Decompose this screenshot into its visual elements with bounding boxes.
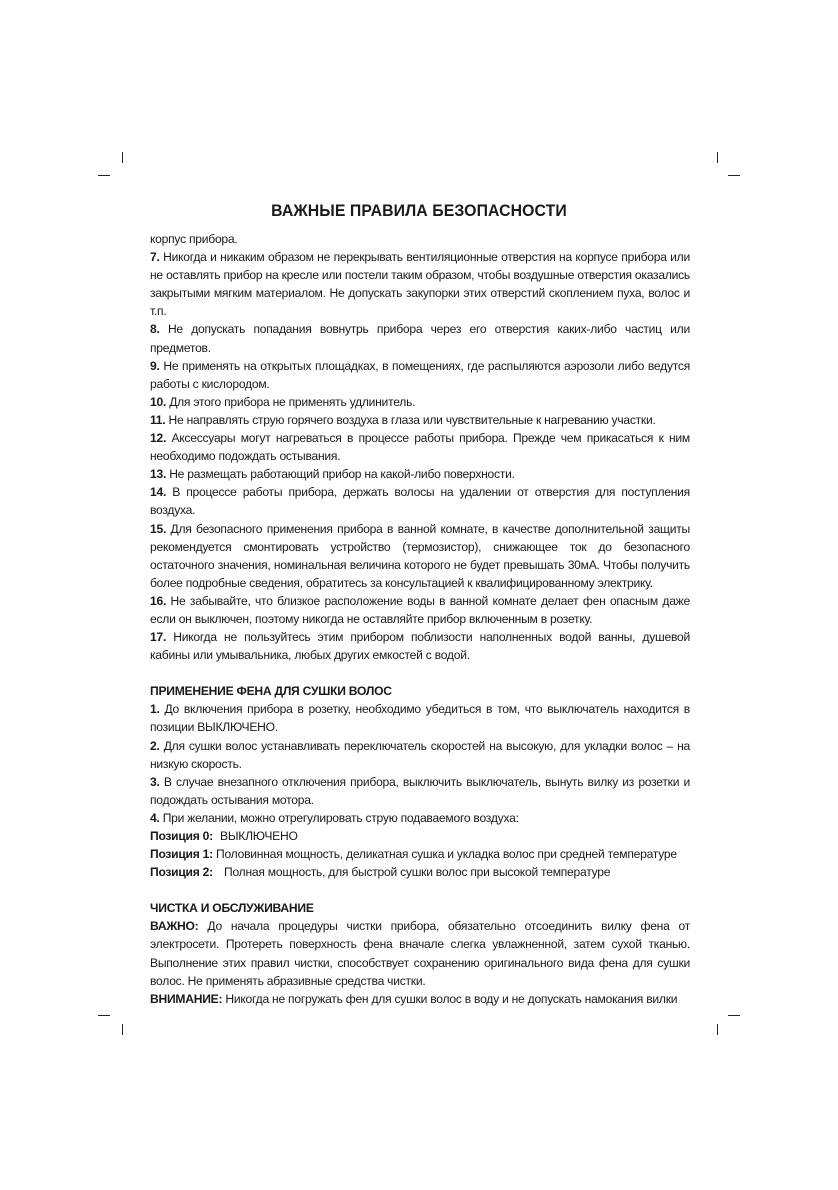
position-text: Половинная мощность, деликатная сушка и укладка волос при средней температуре	[216, 847, 677, 862]
important-text: До начала процедуры чистки прибора, обязательно отсоединить вилку фена от электросети. Протереть поверхность фена вначале слегка увлажненной, затем сухой тканью. Выполнение этих правил чистки, способствует сохранению оригинального вида фена для сушки волос. Не применять абразивные средства чистки.	[150, 919, 690, 988]
step-text: В случае внезапного отключения прибора, выключить выключатель, вынуть вилку из розетки и подождать остывания мотора.	[150, 774, 690, 807]
position-label: Позиция 0:	[150, 829, 213, 843]
intro-text: корпус прибора.	[150, 232, 238, 246]
step-number: 1.	[150, 702, 160, 717]
rule-text: Не направлять струю горячего воздуха в глаза или чувствительные к нагреванию участки.	[168, 412, 656, 427]
crop-mark	[122, 152, 123, 163]
document-body	[150, 230, 690, 1008]
step-text: До включения прибора в розетку, необходимо убедиться в том, что выключатель находится в позиции ВЫКЛЮЧЕНО.	[150, 702, 690, 735]
rule-text: Аксессуары могут нагреваться в процессе работы прибора. Прежде чем прикасаться к ним необходимо подождать остывания.	[150, 431, 690, 464]
cleaning-heading: ЧИСТКА И ОБСЛУЖИВАНИЕ	[150, 901, 314, 916]
rule-text: Не забывайте, что близкое расположение воды в ванной комнате делает фен опасным даже если он выключен, поэтому никогда не оставляйте прибор включенным в розетку.	[150, 593, 690, 626]
rule-text: Не размещать работающий прибор на какой-либо поверхности.	[169, 467, 515, 482]
rule-item	[150, 592, 690, 628]
rule-item	[150, 520, 690, 592]
usage-heading: ПРИМЕНЕНИЕ ФЕНА ДЛЯ СУШКИ ВОЛОС	[150, 684, 392, 699]
step-number: 3.	[150, 774, 160, 789]
rule-text: Для безопасного применения прибора в ванной комнате, в качестве дополнительной защиты рекомендуется смонтировать устройство (термозистор), снижающее ток до безопасного остаточного значения, номинальная величина которого не будет превышать 30мА. Чтобы получить более подробные сведения, обратитесь за консультацией к квалифицированному электрику.	[150, 521, 690, 590]
rule-number: 14.	[150, 485, 167, 500]
rule-number: 7.	[150, 250, 160, 265]
rule-item	[150, 320, 690, 356]
crop-mark	[98, 1015, 110, 1016]
rule-text: Для этого прибора не применять удлинитель.	[169, 394, 416, 409]
crop-mark	[728, 175, 740, 176]
step-text: Для сушки волос устанавливать переключатель скоростей на высокую, для укладки волос – на низкую скорость.	[150, 738, 690, 771]
usage-step	[150, 773, 690, 809]
position-text: Полная мощность, для быстрой сушки волос при высокой температуре	[224, 865, 611, 880]
rule-number: 13.	[150, 467, 167, 482]
step-number: 2.	[150, 738, 160, 753]
rule-text: В процессе работы прибора, держать волосы на удалении от отверстия для поступления воздуха.	[150, 485, 690, 518]
attention-paragraph	[150, 990, 690, 1008]
usage-step	[150, 700, 690, 736]
rule-item	[150, 248, 690, 320]
attention-label: ВНИМАНИЕ:	[150, 991, 223, 1006]
attention-text: Никогда не погружать фен для сушки волос в воду и не допускать намокания вилки	[225, 991, 678, 1006]
rule-number: 16.	[150, 593, 167, 608]
step-number: 4.	[150, 810, 160, 825]
position-line	[150, 827, 690, 845]
position-text: ВЫКЛЮЧЕНО	[220, 829, 298, 843]
rule-number: 10.	[150, 394, 167, 409]
rule-number: 15.	[150, 521, 167, 536]
rule-item	[150, 393, 690, 411]
rule-item	[150, 483, 690, 519]
rule-item	[150, 465, 690, 483]
position-label: Позиция 2:	[150, 865, 213, 880]
rule-text: Никогда и никаким образом не перекрывать вентиляционные отверстия на корпусе прибора или не оставлять прибор на кресле или постели таким образом, чтобы воздушные отверстия оказались закрытыми мягким материалом. Не допускать закупорки этих отверстий скоплением пуха, волос и т.п.	[150, 250, 690, 319]
important-paragraph	[150, 917, 690, 989]
rule-item	[150, 357, 690, 393]
crop-mark	[717, 1024, 718, 1035]
rule-number: 9.	[150, 358, 160, 373]
rule-number: 17.	[150, 630, 167, 645]
rule-item	[150, 411, 690, 429]
rule-text: Не применять на открытых площадках, в помещениях, где распыляются аэрозоли либо ведутся работы с кислородом.	[150, 358, 690, 391]
crop-mark	[728, 1015, 740, 1016]
position-label: Позиция 1:	[150, 847, 213, 862]
usage-step	[150, 809, 690, 827]
rule-number: 12.	[150, 431, 167, 446]
rule-item	[150, 628, 690, 664]
crop-mark	[122, 1024, 123, 1035]
usage-step	[150, 737, 690, 773]
step-text: При желании, можно отрегулировать струю подаваемого воздуха:	[162, 810, 519, 825]
crop-mark	[98, 175, 110, 176]
important-label: ВАЖНО:	[150, 919, 199, 934]
rule-number: 11.	[150, 412, 166, 427]
position-line	[150, 863, 690, 881]
position-line	[150, 845, 690, 863]
rule-number: 8.	[150, 322, 160, 337]
rule-text: Никогда не пользуйтесь этим прибором поблизости наполненных водой ванны, душевой кабины или умывальника, любых других емкостей с водой.	[150, 630, 690, 663]
rule-item	[150, 429, 690, 465]
page-title: ВАЖНЫЕ ПРАВИЛА БЕЗОПАСНОСТИ	[271, 201, 567, 220]
rule-text: Не допускать попадания вовнутрь прибора через его отверстия каких-либо частиц или предметов.	[150, 322, 690, 355]
crop-mark	[717, 152, 718, 163]
